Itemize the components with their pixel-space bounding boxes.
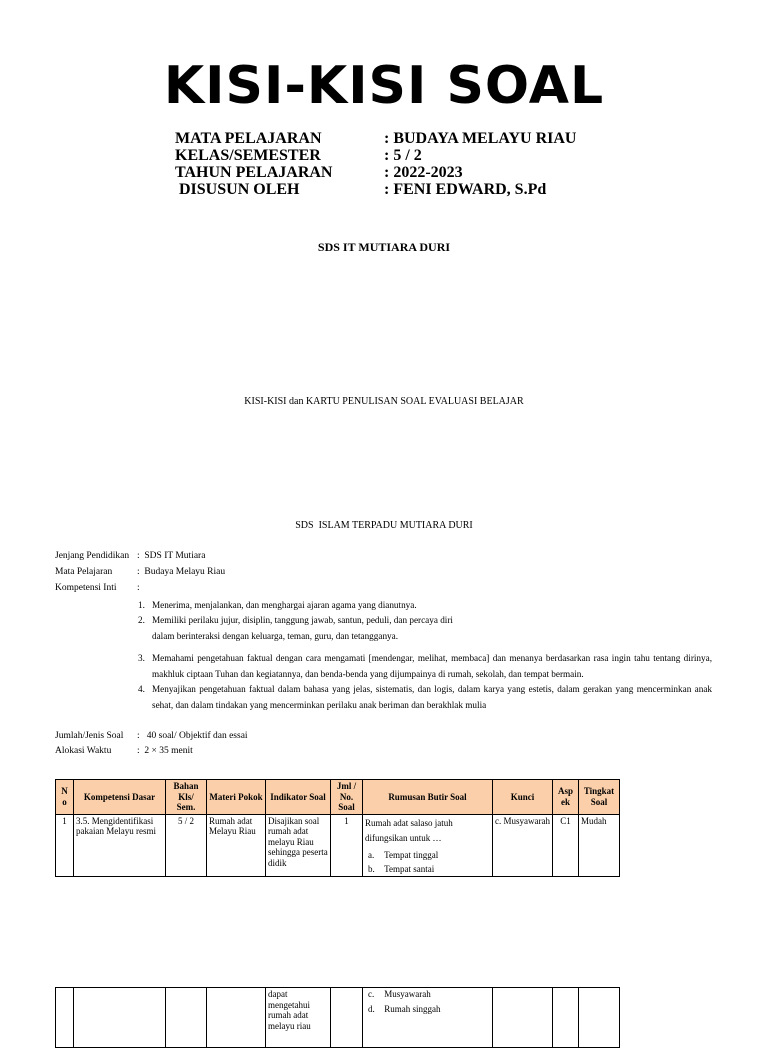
meta-value: : BUDAYA MELAYU RIAU — [384, 130, 577, 147]
option-letter: a. — [368, 849, 375, 860]
cell-rumusan — [363, 814, 493, 876]
cell-tingkat: Mudah — [579, 814, 620, 876]
ki-item — [138, 613, 712, 629]
option-text: Musyawarah — [384, 989, 431, 999]
cell-no: 1 — [56, 814, 74, 876]
info-row-time — [55, 746, 193, 756]
kisi-table-continued — [55, 987, 620, 1048]
cell-indikator: dapat mengetahui rumah adat melayu riau — [266, 988, 331, 1048]
cell-no — [56, 988, 74, 1048]
info-label: Mata Pelajaran — [55, 567, 113, 577]
header-bahan: Bahan Kls/ Sem. — [166, 780, 207, 815]
ki-text: Memiliki perilaku jujur, disiplin, tanggung jawab, santun, peduli, dan percaya diri — [152, 615, 453, 625]
header-indikator: Indikator Soal — [266, 780, 331, 815]
info-row-level — [55, 551, 205, 561]
cell-kd — [74, 988, 166, 1048]
cell-bahan — [166, 988, 207, 1048]
cell-kunci: c. Musyawarah — [493, 814, 553, 876]
cell-jml: 1 — [331, 814, 363, 876]
info-row-count — [55, 731, 248, 741]
ki-item — [138, 682, 712, 713]
ki-item — [138, 629, 712, 645]
ki-number: 1. — [138, 600, 145, 610]
school-full-name: SDS ISLAM TERPADU MUTIARA DURI — [295, 520, 473, 531]
header-rumusan: Rumusan Butir Soal — [363, 780, 493, 815]
meta-label: KELAS/SEMESTER — [175, 147, 321, 164]
info-label: Kompetensi Inti — [55, 583, 117, 593]
header-kunci: Kunci — [493, 780, 553, 815]
option-text: Rumah singgah — [384, 1003, 441, 1014]
header-aspek: Asp ek — [553, 780, 579, 815]
header-tingkat: Tingkat Soal — [579, 780, 620, 815]
ki-text: dalam berinteraksi dengan keluarga, teman, guru, dan tetangganya. — [152, 631, 399, 641]
cell-kunci — [493, 988, 553, 1048]
option-letter: c. — [368, 989, 375, 999]
ki-number: 4. — [138, 684, 145, 694]
ki-text: Memahami pengetahuan faktual dengan cara mengamati [mendengar, melihat, membaca] dan menanya berdasarkan rasa ingin tahu tentang dirinya, makhluk ciptaan Tuhan dan kegiatannya, dan benda-benda yang dijumpainya di rumah, sekolah, dan tempat bermain. — [152, 653, 712, 679]
document-title: KISI-KISI SOAL — [163, 56, 605, 116]
kisi-table — [55, 779, 620, 877]
cell-tingkat — [579, 988, 620, 1048]
table-row — [56, 814, 620, 876]
header-no: N o — [56, 780, 74, 815]
cell-aspek — [553, 988, 579, 1048]
option-text: Tempat santai — [384, 864, 435, 874]
ki-item — [138, 598, 712, 614]
info-row-ki — [55, 583, 140, 593]
info-label: Jenjang Pendidikan — [55, 551, 130, 561]
option-b — [365, 864, 490, 875]
option-letter: d. — [368, 1003, 375, 1014]
meta-label: TAHUN PELAJARAN — [175, 164, 333, 181]
option-letter: b. — [368, 864, 375, 874]
info-value: : 2 × 35 menit — [137, 746, 193, 756]
info-value: : Budaya Melayu Riau — [137, 567, 226, 577]
ki-number: 2. — [138, 615, 145, 625]
cell-rumusan — [363, 988, 493, 1048]
meta-value: : 2022-2023 — [384, 164, 463, 181]
ki-text: Menyajikan pengetahuan faktual dalam bahasa yang jelas, sistematis, dan logis, dalam karya yang estetis, dalam gerakan yang mencerminkan anak sehat, dan dalam tindakan yang mencerminkan perilaku anak beriman dan berakhlak mulia — [152, 684, 712, 710]
info-label: Alokasi Waktu — [55, 746, 112, 756]
option-a — [365, 850, 490, 861]
cell-materi — [207, 988, 266, 1048]
info-row-subject — [55, 567, 225, 577]
ki-number: 3. — [138, 653, 145, 663]
cell-bahan: 5 / 2 — [166, 814, 207, 876]
ki-text: Menerima, menjalankan, dan menghargai ajaran agama yang dianutnya. — [152, 600, 417, 610]
cell-materi: Rumah adat Melayu Riau — [207, 814, 266, 876]
info-label: Jumlah/Jenis Soal — [55, 731, 124, 741]
info-value: : SDS IT Mutiara — [137, 551, 206, 561]
school-name: SDS IT MUTIARA DURI — [317, 240, 451, 254]
table-row — [56, 988, 620, 1048]
meta-label: DISUSUN OLEH — [175, 181, 300, 198]
ki-item — [138, 651, 712, 682]
option-c — [365, 989, 490, 1000]
option-text: Tempat tinggal — [384, 849, 439, 860]
table-header-row — [56, 780, 620, 815]
info-value: : — [137, 583, 140, 593]
document-subtitle: KISI-KISI dan KARTU PENULISAN SOAL EVALUASI BELAJAR — [244, 396, 524, 407]
info-value: : 40 soal/ Objektif dan essai — [137, 731, 248, 741]
meta-value: : 5 / 2 — [384, 147, 422, 164]
cell-aspek: C1 — [553, 814, 579, 876]
header-jml: Jml / No. Soal — [331, 780, 363, 815]
header-kd: Kompetensi Dasar — [74, 780, 166, 815]
meta-label: MATA PELAJARAN — [175, 130, 322, 147]
cell-indikator: Disajikan soal rumah adat melayu Riau sehingga peserta didik — [266, 814, 331, 876]
option-d — [365, 1004, 490, 1015]
header-materi: Materi Pokok — [207, 780, 266, 815]
cell-jml — [331, 988, 363, 1048]
question-text: Rumah adat salaso jatuh difungsikan untuk … — [365, 817, 453, 843]
cell-kd: 3.5. Mengidentifikasi pakaian Melayu resmi — [74, 814, 166, 876]
meta-value: : FENI EDWARD, S.Pd — [384, 181, 547, 198]
